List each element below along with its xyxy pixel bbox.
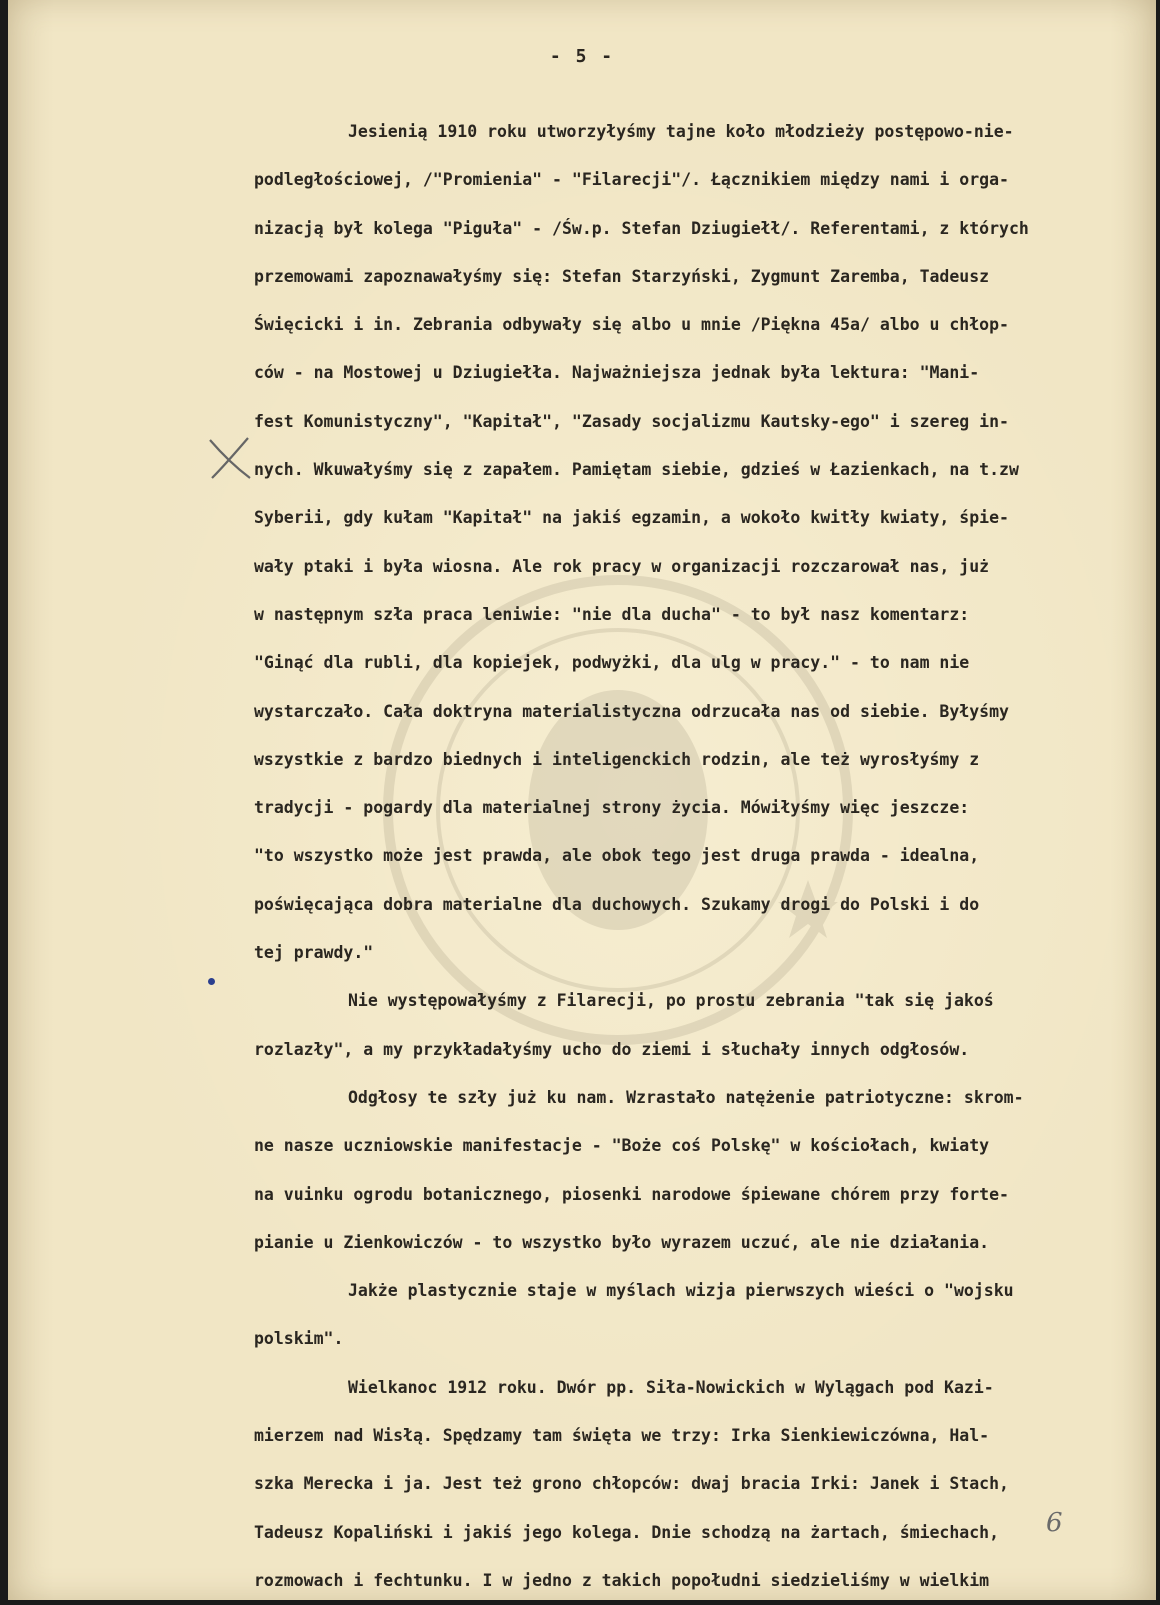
text-line: wały ptaki i była wiosna. Ale rok pracy w organizacji rozczarował nas, już <box>254 556 990 576</box>
text-line: wystarczało. Cała doktryna materialistyczna odrzucała nas od siebie. Byłyśmy <box>254 701 1009 721</box>
text-line: szka Merecka i ja. Jest też grono chłopców: dwaj bracia Irki: Janek i Stach, <box>254 1474 1009 1494</box>
text-line: Wielkanoc 1912 roku. Dwór pp. Siła-Nowickich w Wylągach pod Kazi- <box>348 1377 994 1397</box>
text-line: nizacją był kolega "Piguła" - /Św.p. Stefan Dziugiełł/. Referentami, z których <box>254 218 1029 238</box>
handwritten-page-number: 6 <box>1046 1508 1063 1538</box>
text-line: Jakże plastycznie staje w myślach wizja pierwszych wieści o "wojsku <box>348 1281 1014 1301</box>
text-line: podległościowej, /"Promienia" - "Filarecji"/. Łącznikiem między nami i orga- <box>254 170 1009 190</box>
text-line: Odgłosy te szły już ku nam. Wzrastało natężenie patriotyczne: skrom- <box>348 1087 1024 1107</box>
text-line: tradycji - pogardy dla materialnej strony życia. Mówiłyśmy więc jeszcze: <box>254 798 970 818</box>
text-line: fest Komunistyczny", "Kapitał", "Zasady socjalizmu Kautsky-ego" i szereg in- <box>254 411 1009 431</box>
text-line: Jesienią 1910 roku utworzyłyśmy tajne koło młodzieży postępowo-nie- <box>348 122 1014 141</box>
page-number: - 5 - <box>549 46 615 67</box>
text-line: mierzem nad Wisłą. Spędzamy tam święta we trzy: Irka Sienkiewiczówna, Hal- <box>254 1426 990 1446</box>
text-line: Nie występowałyśmy z Filarecji, po prostu zebrania "tak się jakoś <box>348 991 994 1011</box>
text-line: polskim". <box>254 1329 344 1349</box>
text-line: rozlazły", a my przykładałyśmy ucho do ziemi i słuchały innych odgłosów. <box>254 1039 970 1059</box>
text-line: "to wszystko może jest prawda, ale obok tego jest druga prawda - idealna, <box>254 846 980 866</box>
text-line: "Ginąć dla rubli, dla kopiejek, podwyżki, dla ulg w pracy." - to nam nie <box>254 653 970 673</box>
text-line: ców - na Mostowej u Dziugiełła. Najważniejsza jednak była lektura: "Mani- <box>254 363 980 383</box>
typed-text-body <box>254 108 1114 1605</box>
text-line: przemowami zapoznawałyśmy się: Stefan Starzyński, Zygmunt Zaremba, Tadeusz <box>254 266 990 286</box>
text-line: na vuinku ogrodu botanicznego, piosenki narodowe śpiewane chórem przy forte- <box>254 1184 1009 1204</box>
text-line: pianie u Zienkowiczów - to wszystko było wyrazem uczuć, ale nie działania. <box>254 1232 990 1252</box>
document-page <box>8 0 1156 1600</box>
pencil-x-mark-icon <box>204 432 256 484</box>
ink-dot-mark <box>208 978 215 985</box>
text-line: Tadeusz Kopaliński i jakiś jego kolega. Dnie schodzą na żartach, śmiechach, <box>254 1522 1000 1542</box>
text-line: poświęcająca dobra materialne dla duchowych. Szukamy drogi do Polski i do <box>254 894 980 914</box>
text-line: rozmowach i fechtunku. I w jedno z takich popołudni siedzieliśmy w wielkim <box>254 1570 990 1590</box>
text-line: tej prawdy." <box>254 943 374 963</box>
text-line: Syberii, gdy kułam "Kapitał" na jakiś egzamin, a wokoło kwitły kwiaty, śpie- <box>254 508 1009 528</box>
text-line: ne nasze uczniowskie manifestacje - "Boże coś Polskę" w kościołach, kwiaty <box>254 1136 990 1156</box>
text-line: wszystkie z bardzo biednych i inteligenckich rodzin, ale też wyrosłyśmy z <box>254 749 980 769</box>
text-line: Święcicki i in. Zebrania odbywały się albo u mnie /Piękna 45a/ albo u chłop- <box>254 315 1009 335</box>
text-line: w następnym szła praca leniwie: "nie dla ducha" - to był nasz komentarz: <box>254 604 970 624</box>
text-line: nych. Wkuwałyśmy się z zapałem. Pamiętam siebie, gdzieś w Łazienkach, na t.zw <box>254 460 1019 480</box>
